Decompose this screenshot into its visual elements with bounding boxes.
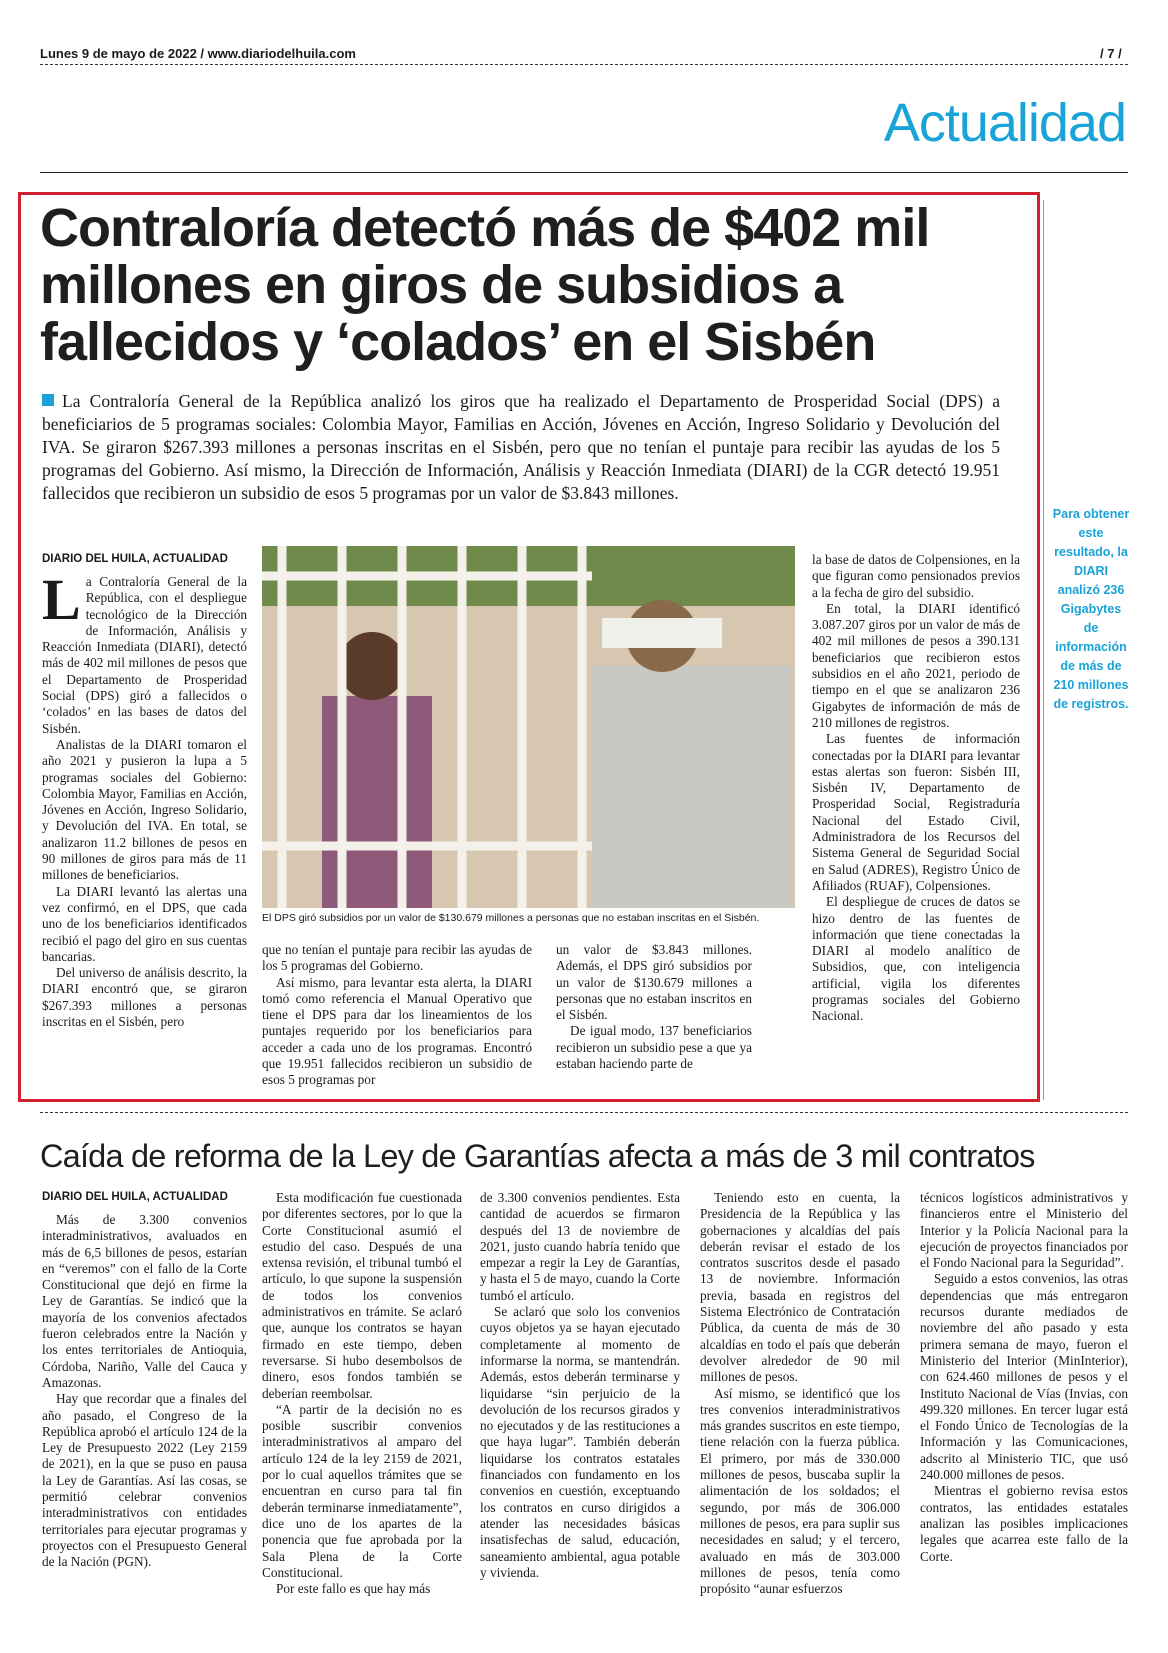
paragraph: Las fuentes de información conectadas por la DIARI para levantar estas alertas son fueron: Sisbén III, Sisbén IV, Departamento de Prosperidad Social, Registraduría Nacional del Estado Civil, Administradora de los Recursos del Sistema General de Seguridad Social en Salud (ADRES), Registro Único de Afiliados (RUAF), Colpensiones.	[812, 731, 1020, 893]
paragraph: Así mismo, se identificó que los tres convenios interadministrativos más grandes suscritos en este tiempo, tiene relación con la fuerza pública. El primero, por más de 330.000 millones de pesos, buscaba suplir la alimentación de los soldados; el segundo, por más de 306.000 millones de pesos, era para suplir sus necesidades en salud; y el tercero, avaluado en más de 303.000 millones de pesos, tenía como propósito “aunar esfuerzos	[700, 1385, 900, 1597]
headline-main: Contraloría detectó más de $402 mil millones en giros de subsidios a fallecidos y ‘colados’ en el Sisbén	[40, 198, 930, 372]
paragraph: Del universo de análisis descrito, la DIARI encontró que, se giraron $267.393 millones a personas inscritas en el Sisbén, pero	[42, 965, 247, 1030]
column-divider	[1043, 200, 1044, 1100]
bullet-square-icon	[42, 394, 54, 406]
article1-column-2	[262, 942, 532, 1089]
article2-column-1	[42, 1190, 247, 1571]
paragraph: Mientras el gobierno revisa estos contratos, las entidades estatales analizan las posibles implicaciones legales que acarrea este fallo de la Corte.	[920, 1483, 1128, 1564]
paragraph: Por este fallo es que hay más	[276, 1581, 431, 1597]
paragraph: “A partir de la decisión no es posible suscribir convenios interadministrativos al amparo del artículo 124 de la ley 2159 de 2021, por lo cual aquellos trámites que se encuentran en curso para tal fin deberán terminarse inmediatamente”, dice uno de los apartes de la ponencia que fue aprobada por la Sala Plena de la Corte Constitucional.	[262, 1401, 462, 1580]
paragraph: El despliegue de cruces de datos se hizo dentro de las fuentes de información que tiene conectadas la DIARI al modelo analítico de Subsidios, que, con inteligencia artificial, vigila los diferentes programas sociales del Gobierno Nacional.	[812, 894, 1020, 1024]
page-number: / 7 /	[1100, 46, 1122, 61]
paragraph: de 3.300 convenios pendientes. Esta cantidad de acuerdos se firmaron después del 13 de noviembre de 2021, justo cuando habría tenido que empezar a regir la Ley de Garantías, y hasta el 5 de mayo, cuando la Corte tumbó el artículo.	[480, 1190, 680, 1303]
article1-column-3	[556, 942, 752, 1072]
photo-caption: El DPS giró subsidios por un valor de $130.679 millones a personas que no estaban inscritas en el Sisbén.	[262, 912, 760, 924]
paragraph: De igual modo, 137 beneficiarios recibieron un subsidio pese a que ya estaban haciendo parte de	[556, 1023, 752, 1072]
paragraph: Analistas de la DIARI tomaron el año 2021 y pusieron la lupa a 5 programas sociales del Gobierno: Colombia Mayor, Familias en Acción, Jóvenes en Acción, Ingreso Solidario, y Devolución del IVA. En total, se analizaron 11.2 billones de pesos en 90 millones de giros para más de 11 millones de beneficiarios.	[42, 736, 247, 883]
article1-column-1	[42, 552, 247, 1030]
paragraph: Más de 3.300 convenios interadministrativos, avaluados en más de 6,5 billones de pesos, estarían en “veremos” con el fallo de la Corte Constitucional que dejó en firme la Ley de Garantías. Se indicó que la mayoría de los convenios afectados fueron celebrados entre la Nación y los entes territoriales de Antioquia, Córdoba, Nariño, Valle del Cauca y Amazonas.	[42, 1212, 247, 1390]
news-photo	[262, 546, 795, 908]
paragraph: En total, la DIARI identificó 3.087.207 giros por un valor de más de 402 mil millones de pesos a 390.131 beneficiarios que recibieron estos subsidios en el año 2021, periodo de tiempo en el que se analizaron 236 Gigabytes de información de más de 210 millones de registros.	[812, 600, 1020, 730]
paragraph: Esta modificación fue cuestionada por diferentes sectores, por lo que la Corte Constitucional asumió el estudio del caso. Después de una extensa revisión, el tribunal tumbó el artículo, lo que supone la suspensión de todos los convenios administrativos en trámite. Se aclaró que, aunque los contratos se hayan firmado en este tiempo, deben reversarse. Si hubo desembolsos de dinero, esos fondos también se deberían reembolsar.	[262, 1190, 462, 1401]
article2-column-4	[700, 1190, 900, 1597]
paragraph: La DIARI levantó las alertas una vez confirmó, en el DPS, que cada uno de los beneficiarios identificados recibió el pago del giro en sus cuentas bancarias.	[42, 883, 247, 964]
paragraph: técnicos logísticos administrativos y financieros entre el Ministerio del Interior y la Policía Nacional para la ejecución de proyectos financiados por el Fondo Nacional para la Seguridad”.	[920, 1190, 1128, 1271]
sidebar-callout: Para obtener este resultado, la DIARI analizó 236 Gigabytes de información de más de 210 millones de registros.	[1052, 507, 1130, 711]
byline: DIARIO DEL HUILA, ACTUALIDAD	[42, 1191, 228, 1203]
headline-secondary: Caída de reforma de la Ley de Garantías afecta a más de 3 mil contratos	[40, 1138, 1035, 1174]
article2-column-5	[920, 1190, 1128, 1565]
issue-date: Lunes 9 de mayo de 2022 / www.diariodelhuila.com	[40, 46, 356, 61]
article1-column-4	[812, 552, 1020, 1025]
paragraph: la base de datos de Colpensiones, en la que figuran como pensionados previos a la fecha de giro del subsidio.	[812, 552, 1020, 600]
article2-column-3	[480, 1190, 680, 1581]
paragraph: un valor de $3.843 millones. Además, el DPS giró subsidios por un valor de $130.679 millones a personas que no estaban inscritos en el Sisbén.	[556, 942, 752, 1023]
byline: DIARIO DEL HUILA, ACTUALIDAD	[42, 553, 228, 565]
article2-column-2	[262, 1190, 462, 1597]
paragraph: a Contraloría General de la República, con el despliegue tecnológico de la Dirección de Información, Análisis y Reacción Inmediata (DIARI), detectó más de 402 mil millones de pesos que el Departamento de Prosperidad Social (DPS) giró a fallecidos o ‘colados’ en las bases de datos del Sisbén.	[42, 574, 247, 736]
drop-cap: L	[42, 567, 81, 632]
paragraph: Se aclaró que solo los convenios cuyos objetos ya se hayan ejecutado completamente al momento de informarse la norma, se mantendrán. Además, estos deberán terminarse y liquidarse “sin perjuicio de la devolución de los recursos girados y no ejecutados y de las restituciones a que haya lugar”. También deberán liquidarse los contratos estatales financiados con fundamento en los convenios en cuestión, exceptuando los contratos en curso dirigidos a atender las necesidades básicas insatisfechas de salud, educación, saneamiento ambiental, agua potable y vivienda.	[480, 1304, 680, 1580]
article-divider	[40, 1112, 1128, 1113]
section-title: Actualidad	[883, 93, 1126, 153]
paragraph: que no tenían el puntaje para recibir las ayudas de los 5 programas del Gobierno.	[262, 942, 532, 974]
lede	[42, 390, 1000, 505]
paragraph: Seguido a estos convenios, las otras dependencias que más entregaron recursos durante mediados de noviembre del año pasado y esta primera semana de mayo, fueron el Ministerio del Interior (MinInterior), con 624.460 millones de pesos y el Instituto Nacional de Vías (Invias, con 499.320 millones. En tercer lugar está el Fondo Único de Tecnologías de la Información y las Comunicaciones, adscrito al Ministerio TIC, que usó 240.000 millones de pesos.	[920, 1271, 1128, 1483]
header-divider	[40, 64, 1128, 65]
paragraph: Teniendo esto en cuenta, la Presidencia de la República y las gobernaciones y alcaldías del país deberán revisar el estado de los contratos suscritos desde el pasado 13 de noviembre. Información previa, basada en registros del Sistema Electrónico de Contratación Pública, da cuenta de más de 30 alcaldías en todo el país que deberán devolver alrededor de 90 mil millones de pesos.	[700, 1190, 900, 1385]
section-rule	[40, 172, 1128, 173]
lede-text: La Contraloría General de la República analizó los giros que ha realizado el Departamento de Prosperidad Social (DPS) a beneficiarios de 5 programas sociales: Colombia Mayor, Familias en Acción, Jóvenes en Acción, Ingreso Solidario y Devolución del IVA. Se giraron $267.393 millones a personas inscritas en el Sisbén, pero que no tenían el puntaje para recibir las ayudas de los 5 programas del Gobierno. Así mismo, la Dirección de Información, Análisis y Reacción Inmediata (DIARI) de la CGR detectó 19.951 fallecidos que recibieron un subsidio de esos 5 programas por un valor de $3.843 millones.	[42, 391, 1000, 503]
paragraph: Así mismo, para levantar esta alerta, la DIARI tomó como referencia el Manual Operativo que tiene el DPS para dar los lineamientos de los puntajes requerido por los beneficiarios para acceder a cada uno de los programas. Encontró que 19.951 fallecidos recibieron un subsidio de esos 5 programas por	[262, 974, 532, 1088]
photo-illustration	[262, 546, 795, 908]
paragraph: Hay que recordar que a finales del año pasado, el Congreso de la República aprobó el artículo 124 de la Ley de Presupuesto 2022 (Ley 2159 de 2021), en la que se puso en pausa la Ley de Garantías. Así las cosas, se permitió celebrar convenios interadministrativos con entidades territoriales para ejecutar programas y proyectos con el Presupuesto General de la Nación (PGN).	[42, 1391, 247, 1570]
